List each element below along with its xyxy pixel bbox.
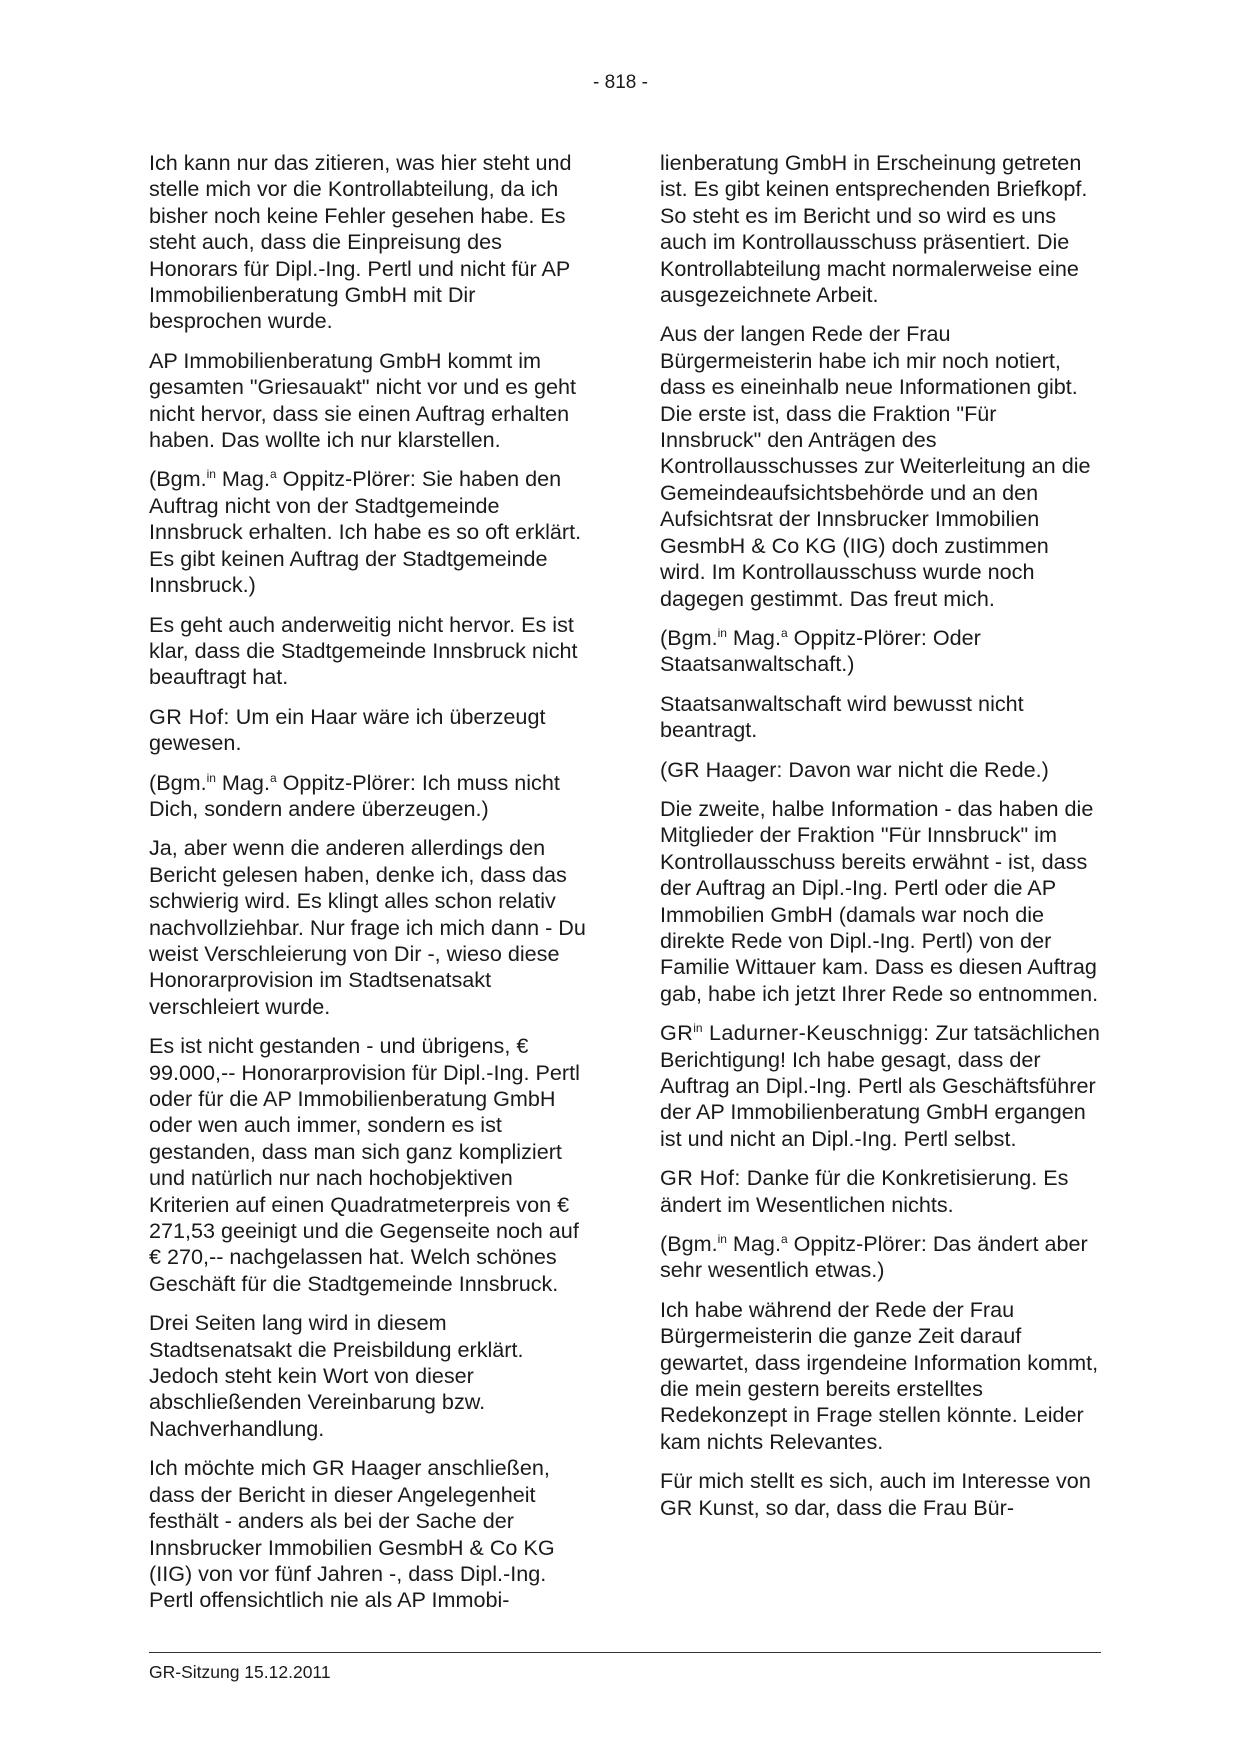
speech-text: Um ein Haar wäre ich überzeugt gewesen. <box>149 703 546 756</box>
paragraph: Aus der langen Rede der Frau Bürgermeisterin habe ich mir noch notiert, dass es eineinhalb neue Informationen gibt. Die erste ist, dass die Fraktion "Für Innsbruck" den Anträgen des Kontrollausschusses zur Weiterleitung an die Gemeindeaufsichtsbehörde und an den Aufsichtsrat der Innsbrucker Immobilien GesmbH & Co KG (IIG) doch zustimmen wird. Im Kontrollausschuss wurde noch dagegen gestimmt. Das freut mich. <box>660 321 1091 611</box>
paragraph: AP Immobilienberatung GmbH kommt im gesamten "Griesauakt" nicht vor und es geht nicht hervor, dass sie einen Auftrag erhalten haben. Das wollte ich nur klarstellen. <box>149 347 577 453</box>
speaker-paragraph <box>149 704 589 757</box>
paragraph: lienberatung GmbH in Erscheinung getreten ist. Es gibt keinen entsprechenden Briefkopf. So steht es im Bericht und so wird es uns auch im Kontrollausschuss präsentiert. Die Kontrollabteilung macht normalerweise eine ausgezeichnete Arbeit. <box>660 150 1088 308</box>
superscript: a <box>780 1232 788 1247</box>
superscript: in <box>206 467 216 482</box>
right-column <box>660 150 1100 1534</box>
left-column <box>149 150 589 1627</box>
paragraph: Die zweite, halbe Information - das haben die Mitglieder der Fraktion "Für Innsbruck" im Kontrollausschuss bereits erwähnt - ist, dass der Auftrag an Dipl.-Ing. Pertl oder die AP Immobilien GmbH (damals war noch die direkte Rede von Dipl.-Ing. Pertl) von der Familie Wittauer kam. Dass es diesen Auftrag gab, habe ich jetzt Ihrer Rede so entnommen. <box>660 795 1099 1006</box>
speaker-title: GR <box>660 1020 694 1046</box>
paragraph: Ich möchte mich GR Haager anschließen, dass der Bericht in dieser Angelegenheit festhält - anders als bei der Sache der Innsbrucker Immobilien GesmbH & Co KG (IIG) von vor fünf Jahren -, dass Dipl.-Ing. Pertl offensichtlich nie als AP Immobi- <box>149 1455 555 1613</box>
paragraph: Es ist nicht gestanden - und übrigens, € 99.000,-- Honorarprovision für Dipl.-Ing. Pertl oder für die AP Immobilienberatung GmbH oder wen auch immer, sondern es ist gestanden, dass man sich ganz kompliziert und natürlich nur nach hochobjektiven Kriterien auf einen Quadratmeterpreis von € 271,53 geeinigt und die Gegenseite noch auf € 270,-- nachgelassen hat. Welch schönes Geschäft für die Stadtgemeinde Innsbruck. <box>149 1033 580 1296</box>
interjection-mid: Mag. <box>726 624 781 650</box>
speaker-name: GR Hof: <box>660 1165 741 1191</box>
paragraph: Es geht auch anderweitig nicht hervor. Es ist klar, dass die Stadtgemeinde Innsbruck nicht beauftragt hat. <box>149 611 578 690</box>
superscript: in <box>206 770 216 785</box>
interjection-mid: Mag. <box>726 1231 781 1257</box>
page-number: - 818 - <box>593 72 648 93</box>
interjection-open: (Bgm. <box>660 1231 718 1257</box>
interjection <box>149 466 589 598</box>
paragraph: Ich kann nur das zitieren, was hier steht und stelle mich vor die Kontrollabteilung, da ich bisher noch keine Fehler gesehen habe. Es steht auch, dass die Einpreisung des Honorars für Dipl.-Ing. Pertl und nicht für AP Immobilienberatung GmbH mit Dir besprochen wurde. <box>149 150 572 334</box>
superscript: a <box>780 625 788 640</box>
superscript: in <box>693 1021 703 1036</box>
speaker-paragraph <box>660 1020 1100 1152</box>
interjection-text: Oppitz-Plörer: Ich muss nicht Dich, sondern andere überzeugen.) <box>149 769 560 821</box>
speaker-paragraph <box>660 1165 1100 1218</box>
paragraph: Staatsanwaltschaft wird bewusst nicht beantragt. <box>660 690 1024 743</box>
paragraph: Ich habe während der Rede der Frau Bürgermeisterin die ganze Zeit darauf gewartet, dass irgendeine Information kommt, die mein gestern bereits erstelltes Redekonzept in Frage stellen könnte. Leider kam nichts Relevantes. <box>660 1296 1099 1454</box>
superscript: in <box>717 1232 727 1247</box>
interjection-open: (Bgm. <box>660 624 718 650</box>
superscript: in <box>717 625 727 640</box>
interjection-open: (Bgm. <box>149 769 207 795</box>
interjection-mid: Mag. <box>215 769 270 795</box>
interjection <box>660 625 1100 678</box>
interjection <box>149 770 589 823</box>
paragraph: Ja, aber wenn die anderen allerdings den Bericht gelesen haben, denke ich, dass das schwierig wird. Es klingt alles schon relativ nachvollziehbar. Nur frage ich mich dann - Du weist Verschleierung von Dir -, wieso diese Honorarprovision im Stadtsenatsakt verschleiert wurde. <box>149 835 586 1019</box>
speech-text: Zur tatsächlichen Berichtigung! Ich habe gesagt, dass der Auftrag an Dipl.-Ing. Pertl als Geschäftsführer der AP Immobilienberatung GmbH ergangen ist und nicht an Dipl.-Ing. Pertl selbst. <box>660 1020 1100 1151</box>
speaker-name: Ladurner-Keuschnigg: <box>702 1020 930 1046</box>
superscript: a <box>269 467 277 482</box>
paragraph: Für mich stellt es sich, auch im Interesse von GR Kunst, so dar, dass die Frau Bür- <box>660 1468 1091 1520</box>
footer-session-date: GR-Sitzung 15.12.2011 <box>149 1662 331 1682</box>
speech-text: Danke für die Konkretisierung. Es ändert im Wesentlichen nichts. <box>660 1165 1069 1217</box>
footer-divider <box>149 1652 1101 1653</box>
speaker-name: GR Hof: <box>149 703 230 729</box>
interjection-mid: Mag. <box>215 466 270 492</box>
interjection-text: Oppitz-Plörer: Das ändert aber sehr wesentlich etwas.) <box>660 1231 1088 1283</box>
interjection <box>660 1231 1100 1284</box>
interjection-open: (Bgm. <box>149 466 207 492</box>
paragraph: Drei Seiten lang wird in diesem Stadtsenatsakt die Preisbildung erklärt. Jedoch steht kein Wort von dieser abschließenden Vereinbarung bzw. Nachverhandlung. <box>149 1310 524 1441</box>
superscript: a <box>269 770 277 785</box>
interjection-text: Oppitz-Plörer: Sie haben den Auftrag nicht von der Stadtgemeinde Innsbruck erhalten. Ich habe es so oft erklärt. Es gibt keinen Auftrag der Stadtgemeinde Innsbruck.) <box>149 466 582 598</box>
interjection-text: Oppitz-Plörer: Oder Staatsanwaltschaft.) <box>660 624 981 677</box>
interjection: (GR Haager: Davon war nicht die Rede.) <box>660 756 1049 782</box>
